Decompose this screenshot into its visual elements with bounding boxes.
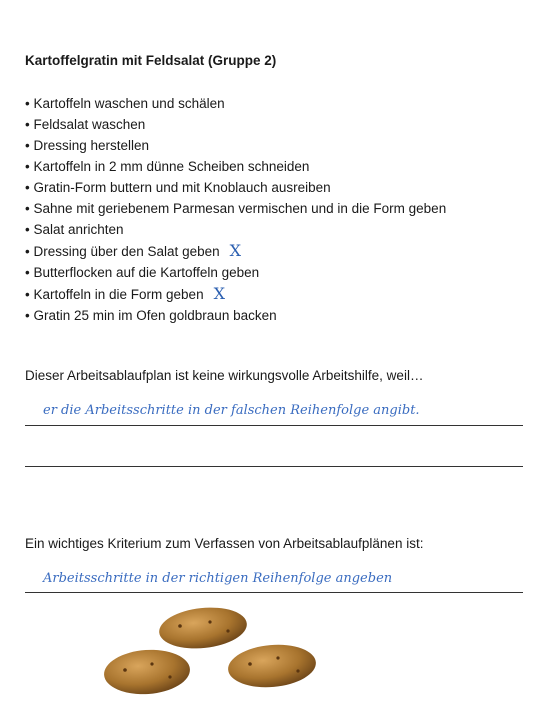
- step-text: • Kartoffeln in 2 mm dünne Scheiben schneiden: [25, 159, 310, 174]
- step-text: • Kartoffeln waschen und schälen: [25, 96, 225, 111]
- step-text: • Salat anrichten: [25, 222, 124, 237]
- step-item: [25, 283, 446, 305]
- step-item: [25, 93, 446, 114]
- step-text: • Butterflocken auf die Kartoffeln geben: [25, 265, 260, 280]
- step-text: • Kartoffeln in die Form geben: [25, 287, 204, 302]
- answer-line: [25, 425, 523, 426]
- step-item: [25, 262, 446, 283]
- answer-line: [25, 466, 523, 467]
- step-text: • Dressing über den Salat geben: [25, 244, 220, 259]
- step-text: • Feldsalat waschen: [25, 117, 146, 132]
- step-item: [25, 305, 446, 326]
- step-item: [25, 135, 446, 156]
- handwritten-answer-1: er die Arbeitsschritte in der falschen Reihenfolge angibt.: [43, 403, 420, 418]
- answer-line: [25, 592, 523, 593]
- question-1: Dieser Arbeitsablaufplan ist keine wirkungsvolle Arbeitshilfe, weil…: [25, 368, 424, 383]
- step-text: • Sahne mit geriebenem Parmesan vermischen und in die Form geben: [25, 201, 447, 216]
- step-item: [25, 177, 446, 198]
- step-item: [25, 114, 446, 135]
- step-item: [25, 219, 446, 240]
- step-list: [25, 93, 446, 326]
- potato-icon: [226, 641, 317, 691]
- step-item: [25, 240, 446, 262]
- potato-icon: [103, 647, 192, 697]
- step-text: • Dressing herstellen: [25, 138, 150, 153]
- question-2: Ein wichtiges Kriterium zum Verfassen von Arbeitsablaufplänen ist:: [25, 536, 424, 551]
- step-item: [25, 156, 446, 177]
- handwritten-answer-2: Arbeitsschritte in der richtigen Reihenfolge angeben: [43, 571, 393, 586]
- step-item: [25, 198, 446, 219]
- handwritten-x-mark: X: [229, 241, 241, 260]
- potatoes-illustration: [100, 600, 330, 710]
- potato-icon: [157, 604, 249, 653]
- handwritten-x-mark: X: [213, 284, 225, 303]
- document-title: Kartoffelgratin mit Feldsalat (Gruppe 2): [25, 53, 277, 68]
- step-text: • Gratin-Form buttern und mit Knoblauch ausreiben: [25, 180, 331, 195]
- step-text: • Gratin 25 min im Ofen goldbraun backen: [25, 308, 277, 323]
